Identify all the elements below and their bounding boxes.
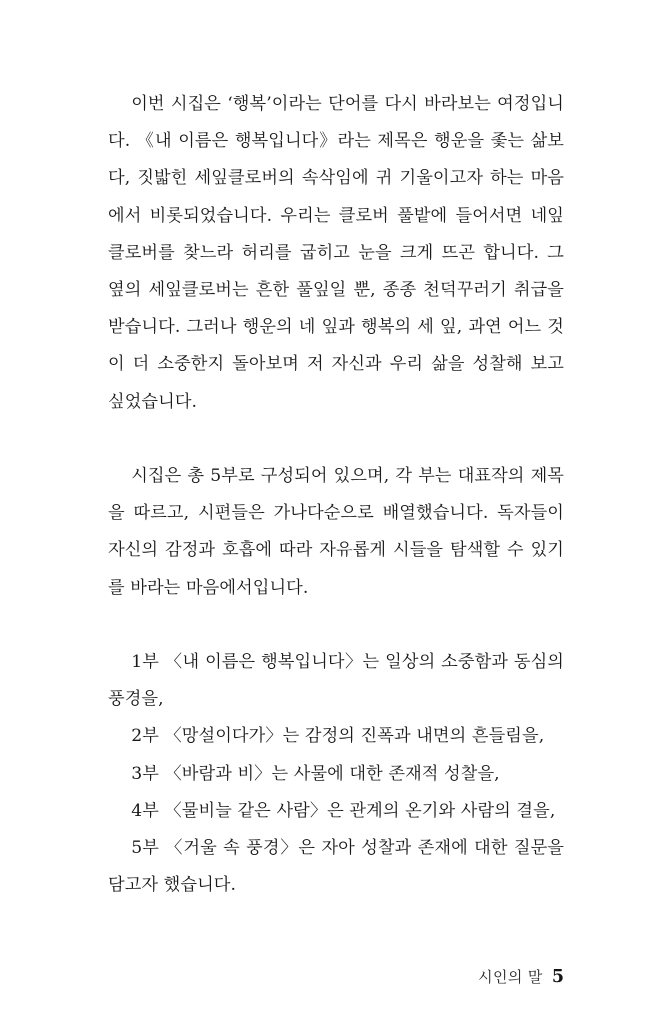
page-footer [108,944,564,1010]
list-item: 1부 〈내 이름은 행복입니다〉는 일상의 소중함과 동심의 풍경을, [108,652,564,710]
list-item: 2부 〈망설이다가〉는 감정의 진폭과 내면의 흔들림을, [131,726,545,747]
list-item: 5부 〈거울 속 풍경〉은 자아 성찰과 존재에 대한 질문을 담고자 했습니다. [108,838,564,896]
list-item: 3부 〈바람과 비〉는 사물에 대한 존재적 성찰을, [131,763,500,784]
parts-list [108,644,564,904]
footer-section-label: 시인의 말 [478,968,543,986]
page-number: 5 [551,967,564,987]
list-item: 4부 〈물비늘 같은 사람〉은 관계의 온기와 사람의 결을, [131,800,556,821]
paragraph-structure: 시집은 총 5부로 구성되어 있으며, 각 부는 대표작의 제목을 따르고, 시편들은 가나다순으로 배열했습니다. 독자들이 자신의 감정과 호흡에 따라 자유롭게 시들을 탐색할 수 있기를 바라는 마음에서입니다. [108,466,564,598]
page-body [108,86,564,904]
paragraph-intro: 이번 시집은 ‘행복’이라는 단어를 다시 바라보는 여정입니다. 《내 이름은 행복입니다》라는 제목은 행운을 좇는 삶보다, 짓밟힌 세잎클로버의 속삭임에 귀 기울이고자 하는 마음에서 비롯되었습니다. 우리는 클로버 풀밭에 들어서면 네잎클로버를 찾느라 허리를 굽히고 눈을 크게 뜨곤 합니다. 그 옆의 세잎클로버는 흔한 풀잎일 뿐, 종종 천덕꾸러기 취급을 받습니다. 그러나 행운의 네 잎과 행복의 세 잎, 과연 어느 것이 더 소중한지 돌아보며 저 자신과 우리 삶을 성찰해 보고 싶었습니다. [108,94,564,412]
